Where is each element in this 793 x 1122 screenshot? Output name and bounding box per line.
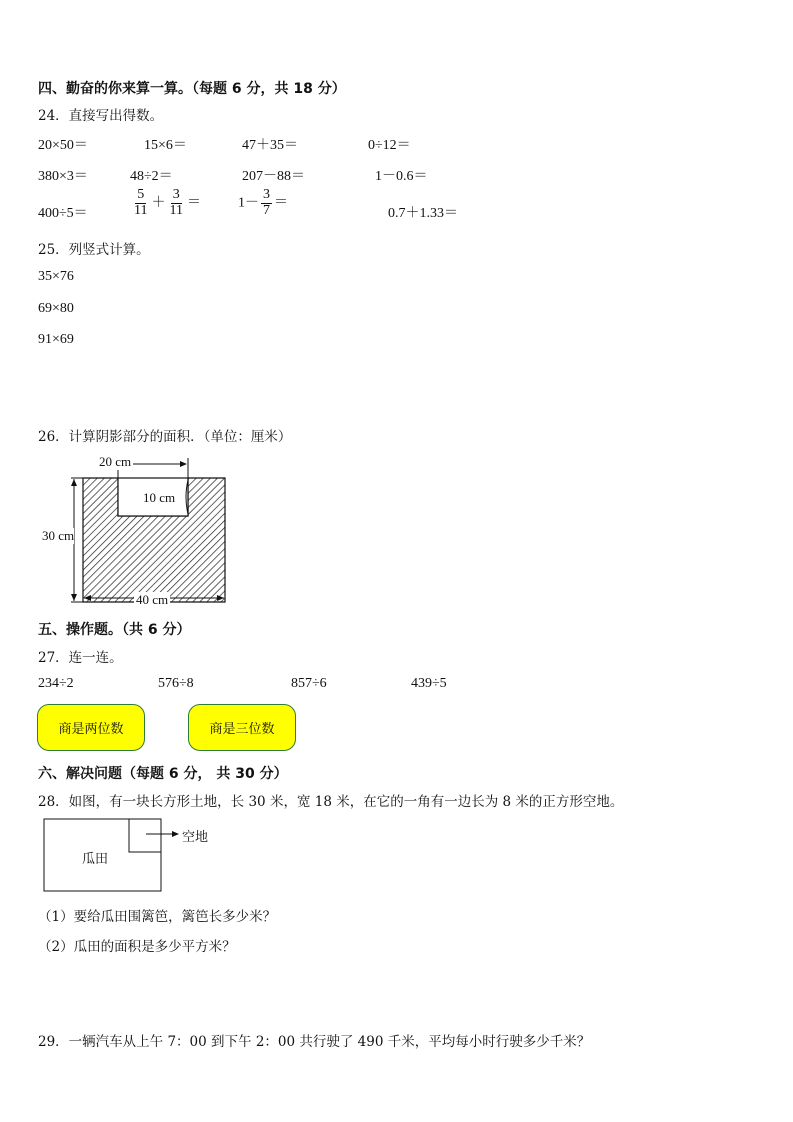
question-28-title: 28．如图，有一块长方形土地，长 30 米，宽 18 米，在它的一角有一边长为 8 米的正方形空地。 [38, 794, 624, 810]
question-24-title: 24．直接写出得数。 [38, 108, 164, 124]
answer-bubble-two-digit[interactable]: 商是两位数 [37, 704, 145, 751]
q27-expression[interactable]: 439÷5 [411, 676, 447, 691]
q24-fraction-sum: $\frac{5}{11}$ ＋ $\frac{3}{11}$ ＝ [134, 187, 201, 218]
q27-expression[interactable]: 576÷8 [158, 676, 194, 691]
q24-expr: 0÷12＝ [368, 138, 411, 153]
fraction: $\frac{3}{7}$ [263, 187, 270, 218]
q24-expr: 0.7＋1.33＝ [388, 206, 458, 221]
dim-notch-label: 10 cm [143, 490, 176, 505]
section-4-title: 四、勤奋的你来算一算。（每题 6 分，共 18 分） [38, 81, 346, 97]
q24-expr: 380×3＝ [38, 169, 88, 184]
q27-expression[interactable]: 857÷6 [291, 676, 327, 691]
q24-expr: 1－0.6＝ [375, 169, 428, 184]
answer-bubble-three-digit[interactable]: 商是三位数 [188, 704, 296, 751]
q24-expr: 400÷5＝ [38, 206, 88, 221]
question-27-title: 27．连一连。 [38, 650, 123, 666]
q28-sub-question-1: （1）要给瓜田围篱笆，篱笆长多少米？ [38, 909, 277, 925]
q24-expr: 207－88＝ [242, 169, 305, 184]
q25-item: 69×80 [38, 301, 74, 316]
field-label: 瓜田 [82, 852, 109, 867]
q27-expression[interactable]: 234÷2 [38, 676, 74, 691]
q28-sub-question-2: （2）瓜田的面积是多少平方米？ [38, 939, 236, 955]
q25-item: 91×69 [38, 332, 74, 347]
q24-expr: 15×6＝ [144, 138, 187, 153]
q24-expr: 48÷2＝ [130, 169, 173, 184]
fraction: $\frac{5}{11}$ [134, 187, 148, 218]
q25-item: 35×76 [38, 269, 74, 284]
q24-fraction-diff: 1－ $\frac{3}{7}$ ＝ [238, 187, 288, 218]
question-26-title: 26．计算阴影部分的面积．（单位：厘米） [38, 429, 292, 445]
dim-top-label: 20 cm [99, 454, 132, 469]
question-29-title: 29．一辆汽车从上午 7：00 到下午 2：00 共行驶了 490 千米，平均每小时行驶多少千米？ [38, 1034, 591, 1050]
dim-bottom-label: 40 cm [136, 592, 169, 607]
section-5-title: 五、操作题。（共 6 分） [38, 622, 191, 638]
q24-expr: 47＋35＝ [242, 138, 298, 153]
question-25-title: 25．列竖式计算。 [38, 242, 150, 258]
dim-left-label: 30 cm [42, 528, 75, 543]
fraction: $\frac{3}{11}$ [169, 187, 183, 218]
section-6-title: 六、解决问题（每题 6 分， 共 30 分） [38, 766, 288, 782]
empty-lot-label: 空地 [182, 830, 209, 845]
q24-expr: 20×50＝ [38, 138, 88, 153]
